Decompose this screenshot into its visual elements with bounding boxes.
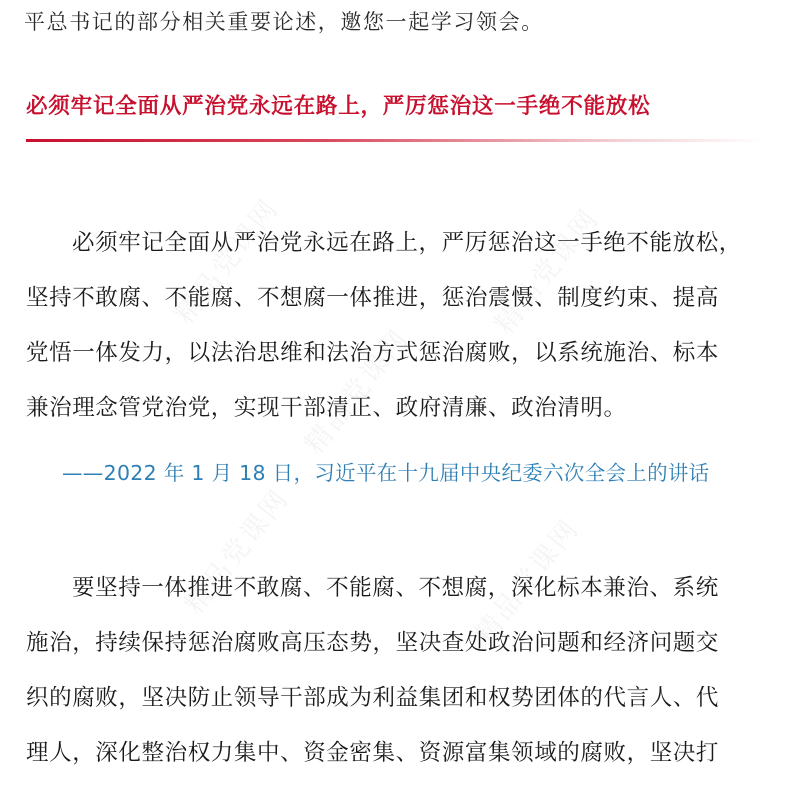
paragraph-line: 必须牢记全面从严治党永远在路上，严厉惩治这一手绝不能放松，: [72, 230, 742, 256]
intro-text: 平总书记的部分相关重要论述，邀您一起学习领会。: [24, 10, 544, 34]
paragraph-line: 坚持不敢腐、不能腐、不想腐一体推进，惩治震慑、制度约束、提高: [26, 285, 720, 311]
section-headline: 必须牢记全面从严治党永远在路上，严厉惩治这一手绝不能放松: [26, 94, 651, 119]
watermark: 精品党课网: [168, 192, 286, 330]
paragraph-line: 要坚持一体推进不敢腐、不能腐、不想腐，深化标本兼治、系统: [72, 575, 719, 601]
paragraph-line: 理人，深化整治权力集中、资金密集、资源富集领域的腐败，坚决打: [26, 740, 720, 766]
watermark: 精品党课网: [178, 482, 296, 620]
watermark: 精品党课网: [298, 322, 416, 460]
paragraph-line: 兼治理念管党治党，实现干部清正、政府清廉、政治清明。: [26, 395, 627, 421]
paragraph-line: 织的腐败，坚决防止领导干部成为利益集团和权势团体的代言人、代: [26, 685, 720, 711]
paragraph-line: 施治，持续保持惩治腐败高压态势，坚决查处政治问题和经济问题交: [26, 630, 720, 656]
quote-source: ——2022 年 1 月 18 日，习近平在十九届中央纪委六次全会上的讲话: [62, 461, 710, 485]
watermark: 精品党课网: [488, 202, 606, 340]
paragraph-line: 党悟一体发力，以法治思维和法治方式惩治腐败，以系统施治、标本: [26, 340, 720, 366]
headline-divider: [26, 139, 766, 142]
watermark: 精品党课网: [468, 512, 586, 650]
